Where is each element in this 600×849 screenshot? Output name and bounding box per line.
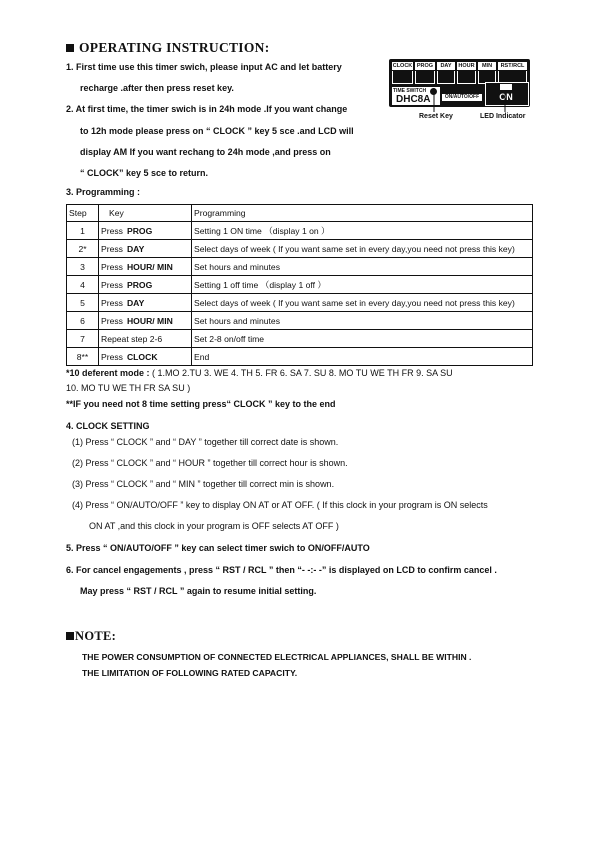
intro-p2-line3: display AM If you want rechang to 24h mode ,and press on <box>80 147 331 157</box>
square-bullet-icon <box>66 44 74 52</box>
key-name: HOUR/ MIN <box>126 315 173 326</box>
model-name: DHC8A <box>396 94 431 105</box>
reset-key-label: Reset Key <box>419 113 453 120</box>
section-heading <box>66 40 270 56</box>
item-6-line2: May press “ RST / RCL ” again to resume initial setting. <box>80 586 317 596</box>
intro-p2-line4: “ CLOCK” key 5 sce to return. <box>80 168 209 178</box>
table-row <box>67 330 533 348</box>
table-row <box>67 258 533 276</box>
description-cell: Setting 1 ON time （display 1 on ） <box>192 222 533 240</box>
intro-p1-line2: recharge .after then press reset key. <box>80 83 234 93</box>
description-cell: Select days of week ( If you want same set in every day,you need not press this key) <box>192 240 533 258</box>
key-name: CLOCK <box>126 351 158 362</box>
mode-note-line2: 10. MO TU WE TH FR SA SU ) <box>66 383 191 393</box>
device-key-min: MIN <box>478 62 496 70</box>
item-5: 5. Press “ ON/AUTO/OFF ” key can select timer swich to ON/OFF/AUTO <box>66 543 370 553</box>
step-cell: 6 <box>67 312 99 330</box>
header-key: Key <box>99 205 192 222</box>
key-cell <box>99 240 192 258</box>
description-cell: Set 2-8 on/off time <box>192 330 533 348</box>
device-key-clock: CLOCK <box>392 63 413 69</box>
clock-setting-item: (4) Press “ ON/AUTO/OFF ” key to display ON AT or AT OFF. ( If this clock in your program is ON selects <box>72 500 488 510</box>
end-note: **IF you need not 8 time setting press“ CLOCK ” key to the end <box>66 399 336 409</box>
step-cell: 7 <box>67 330 99 348</box>
key-body <box>392 71 413 84</box>
programming-table <box>66 204 533 366</box>
description-cell: Set hours and minutes <box>192 312 533 330</box>
press-text: Press <box>101 225 123 236</box>
table-row <box>67 276 533 294</box>
key-name: DAY <box>126 297 145 308</box>
plate-label: TIME SWITCH <box>393 88 427 94</box>
item-6-line1: 6. For cancel engagements , press “ RST / RCL ” then “- -:- -” is displayed on LCD to confirm cancel . <box>66 565 497 575</box>
clock-setting-title: 4. CLOCK SETTING <box>66 421 150 431</box>
callout-lines <box>420 85 530 115</box>
header-step: Step <box>67 205 99 222</box>
header-programming: Programming <box>192 205 533 222</box>
key-name: PROG <box>126 225 153 236</box>
table-row <box>67 240 533 258</box>
key-cell <box>99 222 192 240</box>
led-indicator-label: LED Indicator <box>480 113 526 120</box>
description-cell: Setting 1 off time （display 1 off ） <box>192 276 533 294</box>
press-text: Press <box>101 297 123 308</box>
on-label: ON <box>499 92 513 102</box>
press-text: Press <box>101 351 123 362</box>
key-name: HOUR/ MIN <box>126 261 173 272</box>
step-cell: 3 <box>67 258 99 276</box>
press-text: Press <box>101 261 123 272</box>
key-name: PROG <box>126 279 153 290</box>
press-text: Press <box>101 279 123 290</box>
device-key-hour: HOUR <box>458 63 475 69</box>
table-row <box>67 222 533 240</box>
description-cell: Select days of week ( If you want same set in every day,you need not press this key) <box>192 294 533 312</box>
on-auto-off-key: ON/AUTO/OFF <box>442 94 482 101</box>
key-name: DAY <box>126 243 145 254</box>
device-key-prog: PROG <box>416 63 434 69</box>
intro-p1-line1: 1. First time use this timer swich, please input AC and let battery <box>66 62 342 72</box>
key-cell <box>99 312 192 330</box>
key-body <box>457 71 476 84</box>
key-cell <box>99 258 192 276</box>
press-text: Press <box>101 243 123 254</box>
description-cell: End <box>192 348 533 366</box>
programming-title: 3. Programming : <box>66 187 141 197</box>
table-row <box>67 294 533 312</box>
heading-text: OPERATING INSTRUCTION: <box>79 40 270 55</box>
key-cell <box>99 330 192 348</box>
key-body <box>437 71 455 84</box>
description-cell: Set hours and minutes <box>192 258 533 276</box>
clock-setting-item: (3) Press “ CLOCK ” and “ MIN ” together till correct min is shown. <box>72 479 335 489</box>
press-text: Repeat step 2-6 <box>101 333 163 344</box>
table-header-row <box>67 205 533 222</box>
step-cell: 4 <box>67 276 99 294</box>
step-cell: 5 <box>67 294 99 312</box>
key-body <box>415 71 435 84</box>
clock-setting-item: (2) Press “ CLOCK ” and “ HOUR ” together till correct hour is shown. <box>72 458 348 468</box>
clock-setting-item: (1) Press “ CLOCK ” and “ DAY ” together till correct date is shown. <box>72 437 339 447</box>
step-cell: 8** <box>67 348 99 366</box>
clock-setting-item-cont: ON AT ,and this clock in your program is OFF selects AT OFF ) <box>89 521 339 531</box>
note-line2: THE LIMITATION OF FOLLOWING RATED CAPACITY. <box>82 668 298 678</box>
table-row <box>67 312 533 330</box>
mode-note-label: *10 deferent mode : <box>66 368 150 378</box>
square-bullet-icon <box>66 632 74 640</box>
device-key-rst-rcl: RST/RCL <box>498 62 527 70</box>
intro-p2-line2: to 12h mode please press on “ CLOCK ” key 5 sce .and LCD will <box>80 126 354 136</box>
intro-p2-line1: 2. At first time, the timer swich is in 24h mode .If you want change <box>66 104 348 114</box>
key-cell <box>99 294 192 312</box>
mode-note-list: ( 1.MO 2.TU 3. WE 4. TH 5. FR 6. SA 7. SU 8. MO TU WE TH FR 9. SA SU <box>152 368 453 378</box>
key-cell <box>99 276 192 294</box>
note-heading <box>66 629 116 644</box>
note-line1: THE POWER CONSUMPTION OF CONNECTED ELECTRICAL APPLIANCES, SHALL BE WITHIN . <box>82 652 472 662</box>
device-key-day: DAY <box>437 62 455 70</box>
note-title: NOTE: <box>75 629 117 643</box>
press-text: Press <box>101 315 123 326</box>
key-cell <box>99 348 192 366</box>
step-cell: 1 <box>67 222 99 240</box>
step-cell: 2* <box>67 240 99 258</box>
mode-note-line1 <box>66 367 453 379</box>
table-row <box>67 348 533 366</box>
